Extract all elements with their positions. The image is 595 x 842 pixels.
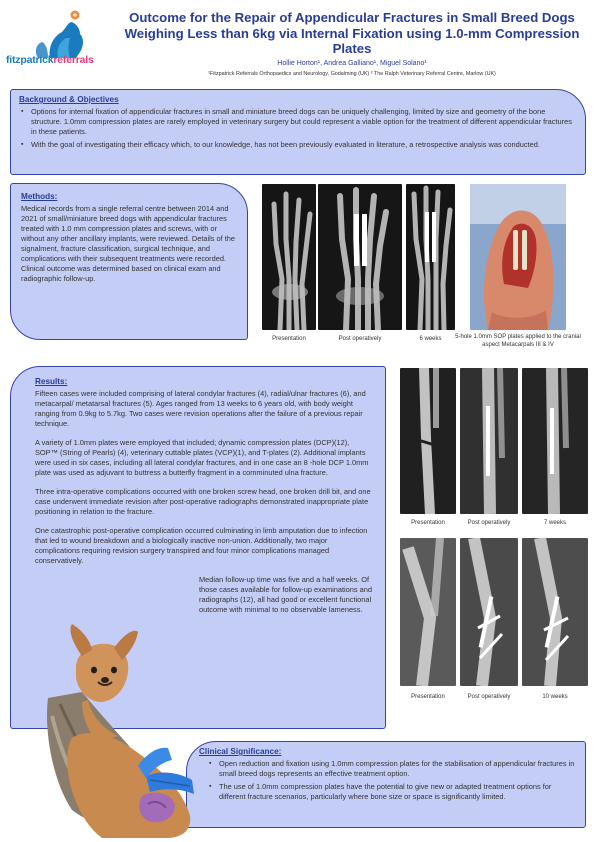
poster-title: Outcome for the Repair of Appendicular Fractures in Small Breed Dogs Weighing Less than 6kg via Internal Fixation using 1.0-mm Compression Plates <box>124 10 580 56</box>
authors: Hollie Horton¹, Andrea Galliano¹, Miguel Solano¹ <box>277 60 427 67</box>
photo-caption: 5-hole 1.0mm SOP plates applied to the cranial aspect Metacarpals III & IV <box>455 334 581 348</box>
figure-caption: Post operatively <box>467 520 511 526</box>
list-item: ▪ The use of 1.0mm compression plates have the potential to give new or adapted treatment options for different fracture scenarios, particularly where bone size or space is significantly limited. <box>199 782 575 802</box>
xray-elbow-post-operative <box>460 538 518 686</box>
figure-caption: 7 weeks <box>543 520 566 526</box>
list-item: ▪ Open reduction and fixation using 1.0mm compression plates for the stabilisation of appendicular fractures in small breed dogs represents an effective treatment option. <box>199 759 575 779</box>
list-item: ▪ Options for internal fixation of appendicular fractures in small and miniature breed dogs can be uniquely challenging, limited by size and geometry of the bone structure. 1.0mm compression plates are rarely employed in veterinary surgery but could represent a viable option for the treatment of different appendicular fractures in these patients. <box>19 107 577 137</box>
results-paragraph: Three intra-operative complications occurred with one broken screw head, one broken drill bit, and one case underwent immediate revision after post-operative radiographs demonstrated inappropriate plate positioning in relation to the fracture. <box>35 487 371 516</box>
xray-elbow-10-weeks <box>522 538 588 686</box>
clinical-significance-panel <box>186 741 586 828</box>
logo-wordmark: fitzpatrickreferrals <box>6 54 94 66</box>
figure-caption: Presentation <box>411 520 445 526</box>
figure-caption: Post operatively <box>338 336 382 342</box>
methods-text: Medical records from a single referral centre between 2014 and 2021 of small/miniature breed dogs with appendicular fractures treated with 1.0 mm compression plates and screws, with or without any other ancillary implants, were reviewed. Details of the signalment, fracture classification, surgical technique, and complications with their subsequent treatments were recorded. Clinical outcome was determined based on clinical exam and radiographic follow-up. <box>21 204 236 283</box>
figure-caption: 6 weeks <box>419 336 442 342</box>
xray-elbow-presentation <box>400 538 456 686</box>
results-heading: Results: <box>35 377 68 386</box>
results-paragraph: One catastrophic post-operative complication occurred culminating in limb amputation due to infection that led to wound breakdown and a biologically inactive non-union. Additionally, two major complications requiring revision surgery transpired and four minor complications managed conservatively. <box>35 526 368 565</box>
methods-panel <box>10 183 248 340</box>
xray-paw-presentation <box>262 184 316 330</box>
methods-heading: Methods: <box>21 192 58 201</box>
background-list <box>19 107 577 150</box>
background-heading: Background & Objectives <box>19 95 119 104</box>
results-paragraph: A variety of 1.0mm plates were employed that included; dynamic compression plates (DCP)(12), SOP™ (String of Pearls) (4), veterinary cuttable plates (VCP)(1), and T-plates (2). Additional implants were used in six cases, including all lateral condylar fractures, and in one case an 8 -hole DCP 1.0mm plate was used as adjuvant to buttress a butterfly fragment in a comminuted ulna fracture. <box>35 438 369 477</box>
figure-caption: 10 weeks <box>542 694 568 700</box>
xray-forearm-7-weeks <box>522 368 588 514</box>
xray-forearm-presentation <box>400 368 456 514</box>
clinical-list <box>199 759 575 802</box>
xray-paw-6-weeks <box>406 184 455 330</box>
background-panel <box>10 89 586 175</box>
dog-photo <box>42 620 198 838</box>
figure-caption: Post operatively <box>467 694 511 700</box>
xray-paw-post-operative <box>318 184 402 330</box>
surgical-photo <box>470 184 566 330</box>
xray-forearm-post-operative <box>460 368 518 514</box>
clinical-heading: Clinical Significance: <box>199 747 282 756</box>
figure-caption: Presentation <box>272 336 306 342</box>
figure-caption: Presentation <box>411 694 445 700</box>
list-item: ▪ With the goal of investigating their efficacy which, to our knowledge, has not been previously evaluated in literature, a retrospective analysis was conducted. <box>19 140 577 150</box>
results-follow-up: Median follow-up time was five and a half weeks. Of those cases available for follow-up examinations and radiographs (12), all had good or excellent functional outcome with minimal to no observable lameness. <box>199 575 372 614</box>
affiliations: ¹Fitzpatrick Referrals Orthopaedics and Neurology, Godalming (UK) ² The Ralph Veterinary Referral Centre, Marlow (UK) <box>208 71 496 77</box>
results-paragraph: Fifteen cases were included comprising of lateral condylar fractures (4), radial/ulnar fractures (6), and metacarpal/ metatarsal fractures (5). Ages ranged from 13 weeks to 6 years old, with body weight ranging from 0.9kg to 5.7kg. Two cases were revision operations after the failure of a previous repair technique. <box>35 389 366 428</box>
